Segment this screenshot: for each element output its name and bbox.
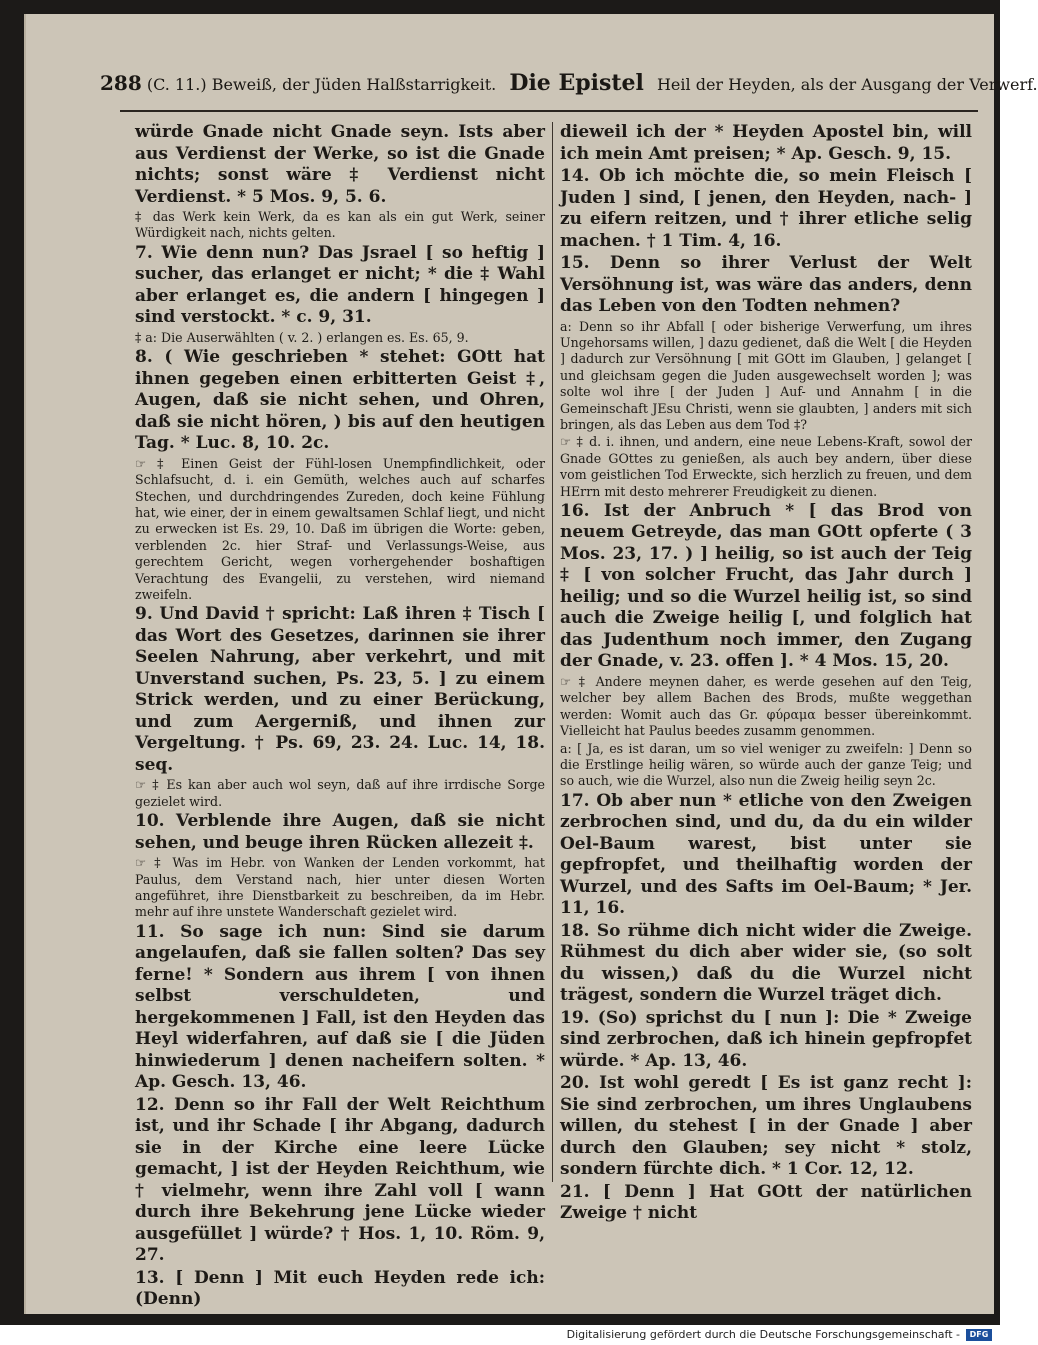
annotation-paragraph: ☞ ‡ Was im Hebr. von Wanken der Lenden vorkommt, hat Paulus, dem Verstand nach, hier unter diesen Worten angeführet, ihre Dienstbarkeit zu beschreiben, da im Hebr. mehr auf ihre unstete Wanderschaft gezielet wird. (135, 855, 545, 920)
running-header (100, 70, 1038, 106)
annotation-paragraph: ☞ ‡ Es kan aber auch wol seyn, daß auf ihre irrdische Sorge gezielet wird. (135, 777, 545, 809)
verse-paragraph: 14. Ob ich möchte die, so mein Fleisch [ Juden ] sind, [ jenen, den Heyden, nach- ] zu eifern reitzen, und † ihrer etliche selig machen. † 1 Tim. 4, 16. (560, 166, 972, 251)
verse-paragraph: 10. Verblende ihre Augen, daß sie nicht sehen, und beuge ihren Rücken allezeit ‡. (135, 811, 545, 853)
verse-paragraph: 21. [ Denn ] Hat GOtt der natürlichen Zweige † nicht (560, 1181, 972, 1224)
running-head-right: Heil der Heyden, als der Ausgang der Verwerf. (656, 75, 1038, 94)
annotation-paragraph: ‡ das Werk kein Werk, da es kan als ein gut Werk, seiner Würdigkeit nach, nichts gelten. (135, 209, 545, 241)
verse-paragraph: 8. ( Wie geschrieben * stehet: GOtt hat ihnen gegeben einen erbitterten Geist ‡, Augen, daß sie nicht sehen, und Ohren, daß sie nicht hören, ) bis auf den heutigen Tag. * Luc. 8, 10. 2c. (135, 347, 545, 454)
verse-paragraph: 12. Denn so ihr Fall der Welt Reichthum ist, und ihr Schade [ ihr Abgang, dadurch sie in der Kirche eine leere Lücke gemacht, ] ist der Heyden Reichthum, wie † vielmehr, wenn ihre Zahl voll [ wann durch ihre Bekehrung jene Lücke wieder ausgefüllet ] würde? † Hos. 1, 10. Röm. 9, 27. (135, 1094, 545, 1266)
verse-paragraph: 13. [ Denn ] Mit euch Heyden rede ich: (Denn) (135, 1267, 545, 1310)
verse-paragraph: 17. Ob aber nun * etliche von den Zweigen zerbrochen sind, und du, da du ein wilder Oel-Baum warest, bist unter sie gepfropfet, und theilhaftig worden der Wurzel, und des Safts im Oel-Baum; * Jer. 11, 16. (560, 790, 972, 919)
funding-notice: Digitalisierung gefördert durch die Deutsche Forschungsgemeinschaft - (566, 1328, 960, 1341)
footer-bar (0, 1325, 1000, 1345)
verse-paragraph: 16. Ist der Anbruch * [ das Brod von neuem Getreyde, das man GOtt opferte ( 3 Mos. 23, 17. ) ] heilig, so ist auch der Teig ‡ [ von solcher Frucht, das Jahr durch ] heilig; und so die Wurzel heilig ist, so sind auch die Zweige heilig [, und folglich hat das Judenthum noch immer, den Zugang der Gnade, v. 23. offen ]. * 4 Mos. 15, 20. (560, 500, 972, 672)
verse-paragraph: 18. So rühme dich nicht wider die Zweige. Rühmest du dich aber wider sie, (so solt du wissen,) daß du die Wurzel nicht trägest, sondern die Wurzel träget dich. (560, 920, 972, 1006)
annotation-paragraph: ‡ a: Die Auserwählten ( v. 2. ) erlangen es. Es. 65, 9. (135, 329, 469, 345)
verse-paragraph: 20. Ist wohl geredt [ Es ist ganz recht ]: Sie sind zerbrochen, um ihres Unglaubens willen, du stehest [ in der Gnade ] aber durch den Glauben; sey nicht * stolz, sondern fürchte dich. * 1 Cor. 12, 12. (560, 1073, 972, 1180)
annotation-paragraph: ☞ ‡ d. i. ihnen, und andern, eine neue Lebens-Kraft, sowol der Gnade GOttes zu genießen, als auch bey andern, über diese vom geistlichen Tod Erweckte, sich herzlich zu freuen, und dem HErrn mit desto mehrerer Freudigkeit zu dienen. (560, 434, 972, 499)
running-head-title: Die Epistel (509, 70, 644, 96)
dfg-logo: DFG (966, 1329, 992, 1341)
verse-paragraph: dieweil ich der * Heyden Apostel bin, will ich mein Amt preisen; * Ap. Gesch. 9, 15. (560, 122, 972, 164)
verse-paragraph: würde Gnade nicht Gnade seyn. Ists aber aus Verdienst der Werke, so ist die Gnade nichts; sonst wäre ‡ Verdienst nicht Verdienst. * 5 Mos. 9, 5. 6. (135, 122, 545, 207)
column-separator (552, 122, 553, 1182)
right-column (560, 122, 972, 1224)
annotation-paragraph: ☞ ‡ Einen Geist der Fühl-losen Unempfindlichkeit, oder Schlafsucht, d. i. ein Gemüth, welches auch auf scharfes Stechen, und durchdringendes Zureden, doch keine Fühlung hat, wie einer, der in einem gewaltsamen Schlaf liegt, und nicht zu erwecken ist Es. 29, 10. Daß im übrigen die Worte: geben, verblenden 2c. hier Straf- und Verlassungs-Weise, aus gerechtem Gericht, wegen vorhergehender boshaftigen Verachtung des Evangelii, zu verstehen, wird niemand zweifeln. (135, 455, 545, 602)
page-number: 288 (100, 71, 142, 95)
verse-paragraph: 19. (So) sprichst du [ nun ]: Die * Zweige sind zerbrochen, daß ich hinein gepfropfet würde. * Ap. 13, 46. (560, 1007, 972, 1071)
verse-paragraph: 15. Denn so ihrer Verlust der Welt Versöhnung ist, was wäre das anders, denn das Leben von den Todten nehmen? (560, 253, 972, 316)
annotation-paragraph: a: [ Ja, es ist daran, um so viel weniger zu zweifeln: ] Denn so die Erstlinge heilig wären, so würde auch der ganze Teig; und so auch, wie die Wurzel, also nun die Zweig heilig seyn 2c. (560, 740, 972, 789)
annotation-paragraph: a: Denn so ihr Abfall [ oder bisherige Verwerfung, um ihres Ungehorsams willen, ] dazu gedienet, daß die Welt [ die Heyden ] dadurch zur Versöhnung [ mit GOtt im Glauben, ] gelanget [ und gleichsam gegen die Juden ausgewechselt worden ]; was solte wol ihre [ der Juden ] Auf- und Annahm [ in die Gemeinschaft JEsu Christi, wenn sie glaubten, ] anders mit sich bringen, als das Leben aus dem Tod ‡? (560, 318, 972, 432)
header-rule (120, 110, 978, 112)
verse-paragraph: 11. So sage ich nun: Sind sie darum angelaufen, daß sie fallen solten? Das sey ferne! * Sondern aus ihrem [ von ihnen selbst verschuldeten, und hergekommenen ] Fall, ist den Heyden das Heyl widerfahren, auf daß sie [ die Jüden hinwiederum ] denen nacheifern solten. * Ap. Gesch. 13, 46. (135, 921, 545, 1093)
annotation-paragraph: ☞ ‡ Andere meynen daher, es werde gesehen auf den Teig, welcher bey allem Bachen des Brods, mußte weggethan werden: Womit auch das Gr. φύραμα besser übereinkommt. Vielleicht hat Paulus beedes zusamm genommen. (560, 673, 972, 739)
verse-paragraph: 7. Wie denn nun? Das Jsrael [ so heftig ] sucher, das erlanget er nicht; * die ‡ Wahl aber erlanget es, die andern [ hingegen ] sind verstockt. * c. 9, 31. (135, 242, 545, 328)
verse-paragraph: 9. Und David † spricht: Laß ihren ‡ Tisch [ das Wort des Gesetzes, darinnen sie ihrer Seelen Nahrung, aber verkehrt, und mit Unverstand suchen, Ps. 23, 5. ] zu einem Strick werden, und zu einer Berückung, und zum Aergerniß, und ihnen zur Vergeltung. † Ps. 69, 23. 24. Luc. 14, 18. seq. (135, 604, 545, 775)
running-head-left: (C. 11.) Beweiß, der Jüden Halßstarrigkeit. (146, 75, 497, 94)
left-column (135, 122, 545, 1310)
